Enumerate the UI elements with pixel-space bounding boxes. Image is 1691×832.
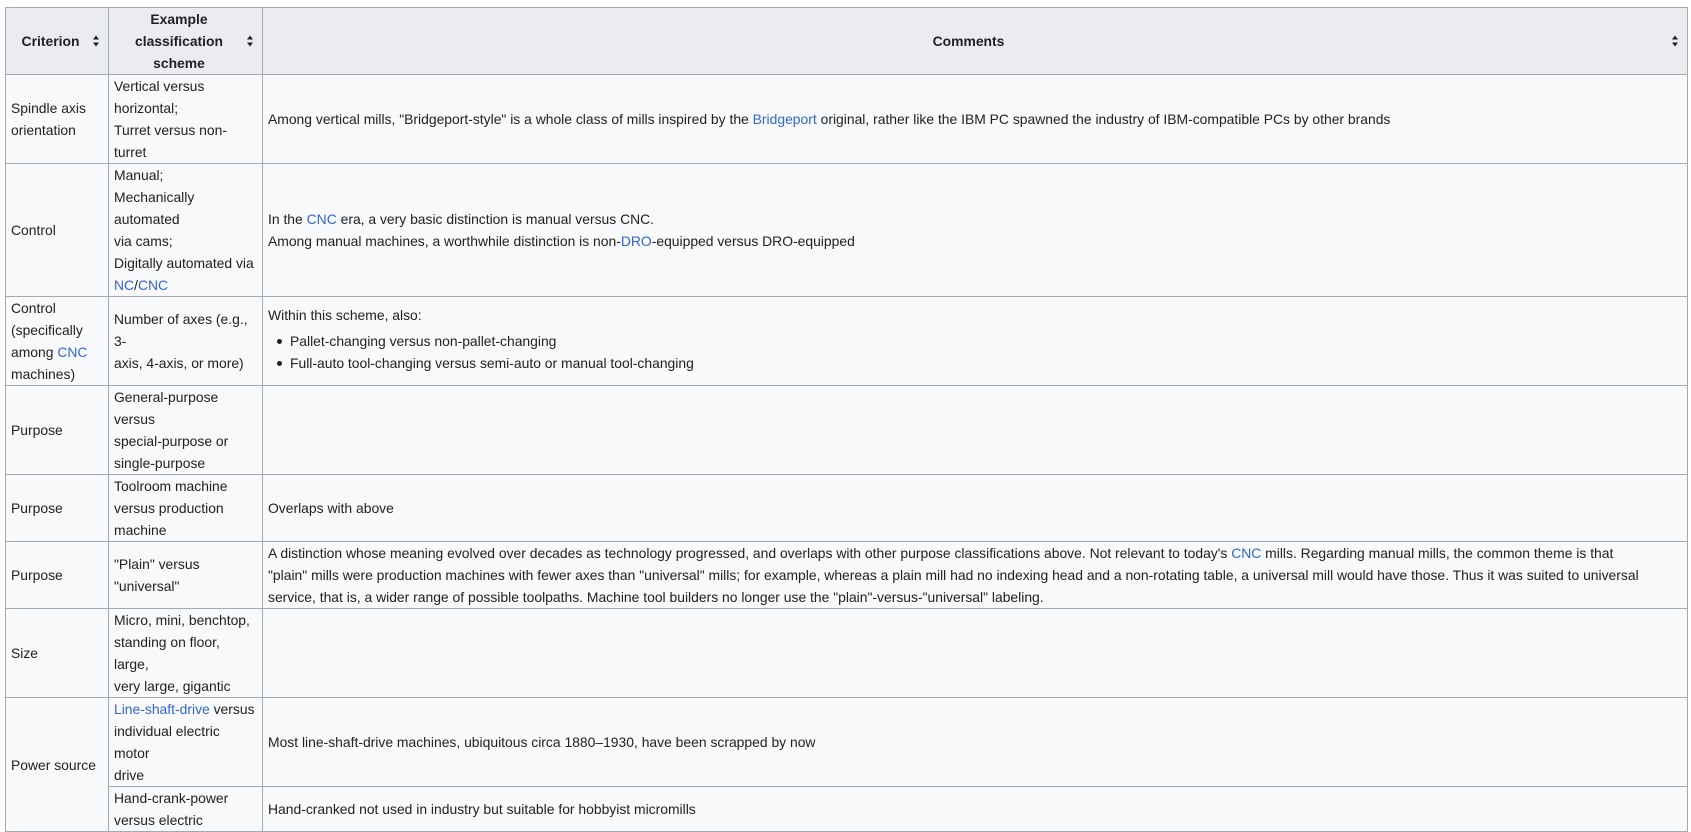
cell-scheme	[109, 164, 263, 297]
cell-scheme	[109, 542, 263, 609]
cell-comments	[263, 542, 1688, 609]
cell-text: Mechanically automated	[114, 189, 195, 227]
cell-text: Turret versus non-turret	[114, 122, 227, 160]
sort-icon[interactable]	[1672, 36, 1679, 47]
header-criterion[interactable]	[6, 8, 109, 75]
cell-text: A distinction whose meaning evolved over decades as technology progressed, and overlaps with other purpose classifications above. Not relevant to today's	[268, 545, 1232, 561]
cell-comments	[263, 787, 1688, 832]
cell-text: Most line-shaft-drive machines, ubiquitous circa 1880–1930, have been scrapped by now	[268, 734, 816, 750]
cell-text: Number of axes (e.g., 3-	[114, 311, 248, 349]
cell-comments	[263, 297, 1688, 386]
cell-scheme	[109, 698, 263, 787]
cell-text: "Plain" versus	[114, 556, 200, 572]
cell-text: machine	[114, 522, 167, 538]
cell-criterion	[6, 297, 109, 386]
cell-comments	[263, 475, 1688, 542]
sort-icon[interactable]	[93, 36, 100, 47]
cell-text: (specifically	[11, 322, 83, 338]
cell-scheme	[109, 609, 263, 698]
cell-text: Purpose	[11, 422, 63, 438]
cell-text: versus production	[114, 500, 224, 516]
table-row	[6, 75, 1688, 164]
cell-comments	[263, 75, 1688, 164]
header-scheme-label-3: scheme	[153, 55, 205, 71]
table-row	[6, 542, 1688, 609]
cell-criterion	[6, 475, 109, 542]
table-row	[6, 386, 1688, 475]
cell-comments	[263, 164, 1688, 297]
cell-text: General-purpose versus	[114, 389, 219, 427]
list-item: Pallet-changing versus non-pallet-changing	[290, 330, 1682, 352]
link-cnc[interactable]: CNC	[57, 344, 88, 360]
cell-text: horizontal;	[114, 100, 179, 116]
cell-text: service, that is, a wider range of possible toolpaths. Machine tool builders no longer use the "plain"-versus-"universal" labeling.	[268, 589, 1044, 605]
cell-text: Micro, mini, benchtop,	[114, 612, 250, 628]
cell-text: via cams;	[114, 233, 173, 249]
cell-text: Size	[11, 645, 39, 661]
cell-scheme	[109, 75, 263, 164]
cell-text: Vertical versus	[114, 78, 205, 94]
cell-text: very large, gigantic	[114, 678, 231, 694]
cell-text: Among manual machines, a worthwhile distinction is non-	[268, 233, 621, 249]
link-line-shaft-drive[interactable]: Line-shaft-drive	[114, 701, 210, 717]
bullet-list	[268, 330, 1682, 374]
cell-criterion	[6, 698, 109, 832]
cell-text: among	[11, 344, 58, 360]
cell-text: drive	[114, 767, 145, 783]
cell-text: Toolroom machine	[114, 478, 228, 494]
cell-text: Overlaps with above	[268, 500, 394, 516]
cell-scheme	[109, 475, 263, 542]
cell-criterion	[6, 386, 109, 475]
cell-text: special-purpose or	[114, 433, 229, 449]
cell-comments	[263, 698, 1688, 787]
cell-text: "plain" mills were production machines with fewer axes than "universal" mills; for example, whereas a plain mill had no indexing head and a non-rotating table, a universal mill would have those. Thus it was suited to universal	[268, 567, 1639, 583]
cell-text: original, rather like the IBM PC spawned the industry of IBM-compatible PCs by other brands	[816, 111, 1391, 127]
cell-text: Purpose	[11, 500, 63, 516]
table-row	[6, 475, 1688, 542]
cell-text: mills. Regarding manual mills, the common theme is that	[1261, 545, 1614, 561]
cell-text: Hand-crank-power	[114, 790, 229, 806]
header-criterion-label: Criterion	[21, 33, 80, 49]
cell-scheme	[109, 386, 263, 475]
cell-text: /	[134, 277, 138, 293]
link-cnc[interactable]: CNC	[306, 211, 337, 227]
cell-text: Purpose	[11, 567, 63, 583]
list-item: Full-auto tool-changing versus semi-auto or manual tool-changing	[290, 352, 1682, 374]
milling-classification-table	[5, 7, 1688, 832]
header-scheme-label-2: classification	[134, 33, 223, 49]
cell-text: Hand-cranked not used in industry but suitable for hobbyist micromills	[268, 801, 696, 817]
table-row	[6, 164, 1688, 297]
cell-text: versus electric	[114, 812, 203, 828]
cell-text: versus	[209, 701, 255, 717]
cell-text: Manual;	[114, 167, 164, 183]
table-wrapper	[5, 7, 1687, 832]
cell-text: "universal"	[114, 578, 180, 594]
cell-scheme	[109, 297, 263, 386]
cell-text: standing on floor, large,	[114, 634, 220, 672]
cell-text: In the	[268, 211, 307, 227]
cell-comments	[263, 386, 1688, 475]
cell-text: Digitally automated via	[114, 255, 254, 271]
link-nc[interactable]: NC	[114, 277, 135, 293]
sort-icon[interactable]	[247, 36, 254, 47]
table-row	[6, 609, 1688, 698]
link-cnc[interactable]: CNC	[1231, 545, 1262, 561]
cell-criterion	[6, 164, 109, 297]
cell-text: axis, 4-axis, or more)	[114, 355, 244, 371]
header-scheme-label-1: Example	[150, 11, 208, 27]
cell-text: Control	[11, 300, 56, 316]
cell-text: -equipped versus DRO-equipped	[651, 233, 855, 249]
cell-text: machines)	[11, 366, 76, 382]
header-comments-label: Comments	[932, 33, 1005, 49]
header-row	[6, 8, 1688, 75]
cell-text: Spindle axis	[11, 100, 86, 116]
cell-text: Within this scheme, also:	[268, 307, 422, 323]
link-cnc[interactable]: CNC	[137, 277, 169, 293]
cell-text: Control	[11, 222, 56, 238]
cell-scheme	[109, 787, 263, 832]
header-scheme[interactable]	[109, 8, 263, 75]
cell-text: Among vertical mills, "Bridgeport-style" is a whole class of mills inspired by the	[268, 111, 753, 127]
link-dro[interactable]: DRO	[620, 233, 652, 249]
link-bridgeport[interactable]: Bridgeport	[752, 111, 817, 127]
table-row	[6, 297, 1688, 386]
cell-text: Power source	[11, 756, 96, 773]
cell-criterion	[6, 609, 109, 698]
cell-text: single-purpose	[114, 455, 206, 471]
cell-criterion	[6, 542, 109, 609]
table-row	[6, 787, 1688, 832]
cell-text: individual electric motor	[114, 723, 220, 761]
cell-criterion	[6, 75, 109, 164]
table-row	[6, 698, 1688, 787]
header-comments[interactable]	[263, 8, 1688, 75]
cell-text: era, a very basic distinction is manual versus CNC.	[336, 211, 655, 227]
cell-comments	[263, 609, 1688, 698]
cell-text: orientation	[11, 122, 76, 138]
